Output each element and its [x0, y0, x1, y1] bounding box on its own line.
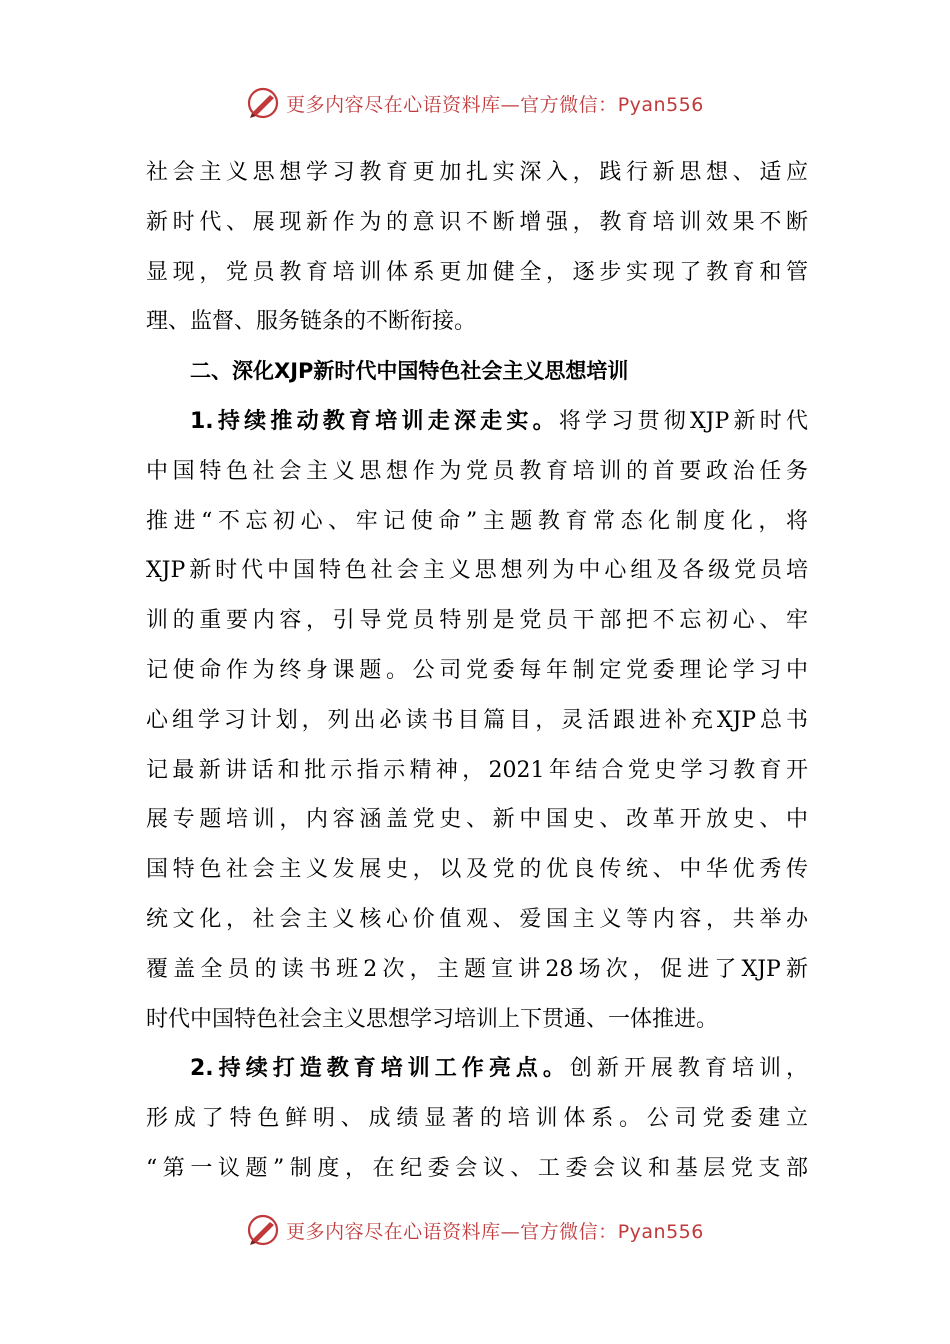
- paragraph-line: 覆盖全员的读书班2次，主题宣讲28场次，促进了XJP新: [146, 956, 808, 982]
- paragraph-line: 中国特色社会主义思想作为党员教育培训的首要政治任务: [146, 458, 808, 484]
- item1-first-line-rest: 将学习贯彻XJP新时代: [558, 408, 808, 434]
- watermark-separator: —: [500, 93, 521, 116]
- paragraph-line: 展专题培训，内容涵盖党史、新中国史、改革开放史、中: [146, 807, 808, 833]
- paragraph-line: 训的重要内容，引导党员特别是党员干部把不忘初心、牢: [146, 608, 808, 634]
- paragraph-line: XJP新时代中国特色社会主义思想列为中心组及各级党员培: [146, 558, 808, 584]
- paragraph-line: 理、监督、服务链条的不断衔接。: [146, 309, 477, 335]
- watermark-main-text: 更多内容尽在心语资料库: [286, 93, 501, 116]
- paragraph-line: 社会主义思想学习教育更加扎实深入，践行新思想、适应: [146, 160, 808, 185]
- item1-first-line: [146, 397, 808, 447]
- watermark-wechat-id: Pyan556: [617, 1220, 704, 1243]
- paragraph-line: 时代中国特色社会主义思想学习培训上下贯通、一体推进。: [146, 1006, 719, 1032]
- paragraph-line: 国特色社会主义发展史，以及党的优良传统、中华优秀传: [146, 857, 808, 883]
- paragraph-line: 新时代、展现新作为的意识不断增强，教育培训效果不断: [146, 209, 808, 235]
- paragraph-line: 统文化，社会主义核心价值观、爱国主义等内容，共举办: [146, 906, 808, 932]
- document-body: [146, 148, 808, 1194]
- watermark-text: [286, 1217, 704, 1244]
- pen-logo-icon: [246, 86, 280, 120]
- item2-first-line: [146, 1044, 808, 1094]
- watermark-text: [286, 90, 704, 117]
- watermark-wechat-id: Pyan556: [617, 93, 704, 116]
- pen-logo-icon: [246, 1213, 280, 1247]
- paragraph-line: 记使命作为终身课题。公司党委每年制定党委理论学习中: [146, 657, 808, 683]
- item2-lead: 2.持续打造教育培训工作亮点。: [190, 1056, 570, 1082]
- paragraph-line: 显现，党员教育培训体系更加健全，逐步实现了教育和管: [146, 259, 808, 285]
- paragraph-line: “第一议题”制度，在纪委会议、工委会议和基层党支部: [146, 1155, 808, 1181]
- watermark-official-text: 官方微信：: [520, 93, 618, 116]
- watermark-official-text: 官方微信：: [520, 1220, 618, 1243]
- watermark-separator: —: [500, 1220, 521, 1243]
- section-heading: 二、深化XJP新时代中国特色社会主义思想培训: [190, 359, 629, 384]
- paragraph-line: 心组学习计划，列出必读书目篇目，灵活跟进补充XJP总书: [146, 707, 808, 733]
- item2-first-line-rest: 创新开展教育培训，: [569, 1056, 808, 1082]
- footer-watermark: [0, 1210, 950, 1250]
- paragraph-line: 推进“不忘初心、牢记使命”主题教育常态化制度化，将: [146, 508, 808, 534]
- header-watermark: [0, 83, 950, 123]
- watermark-main-text: 更多内容尽在心语资料库: [286, 1220, 501, 1243]
- item1-lead: 1.持续推动教育培训走深走实。: [190, 408, 559, 434]
- paragraph-line: 记最新讲话和批示指示精神，2021年结合党史学习教育开: [146, 757, 808, 783]
- paragraph-line: 形成了特色鲜明、成绩显著的培训体系。公司党委建立: [146, 1106, 808, 1132]
